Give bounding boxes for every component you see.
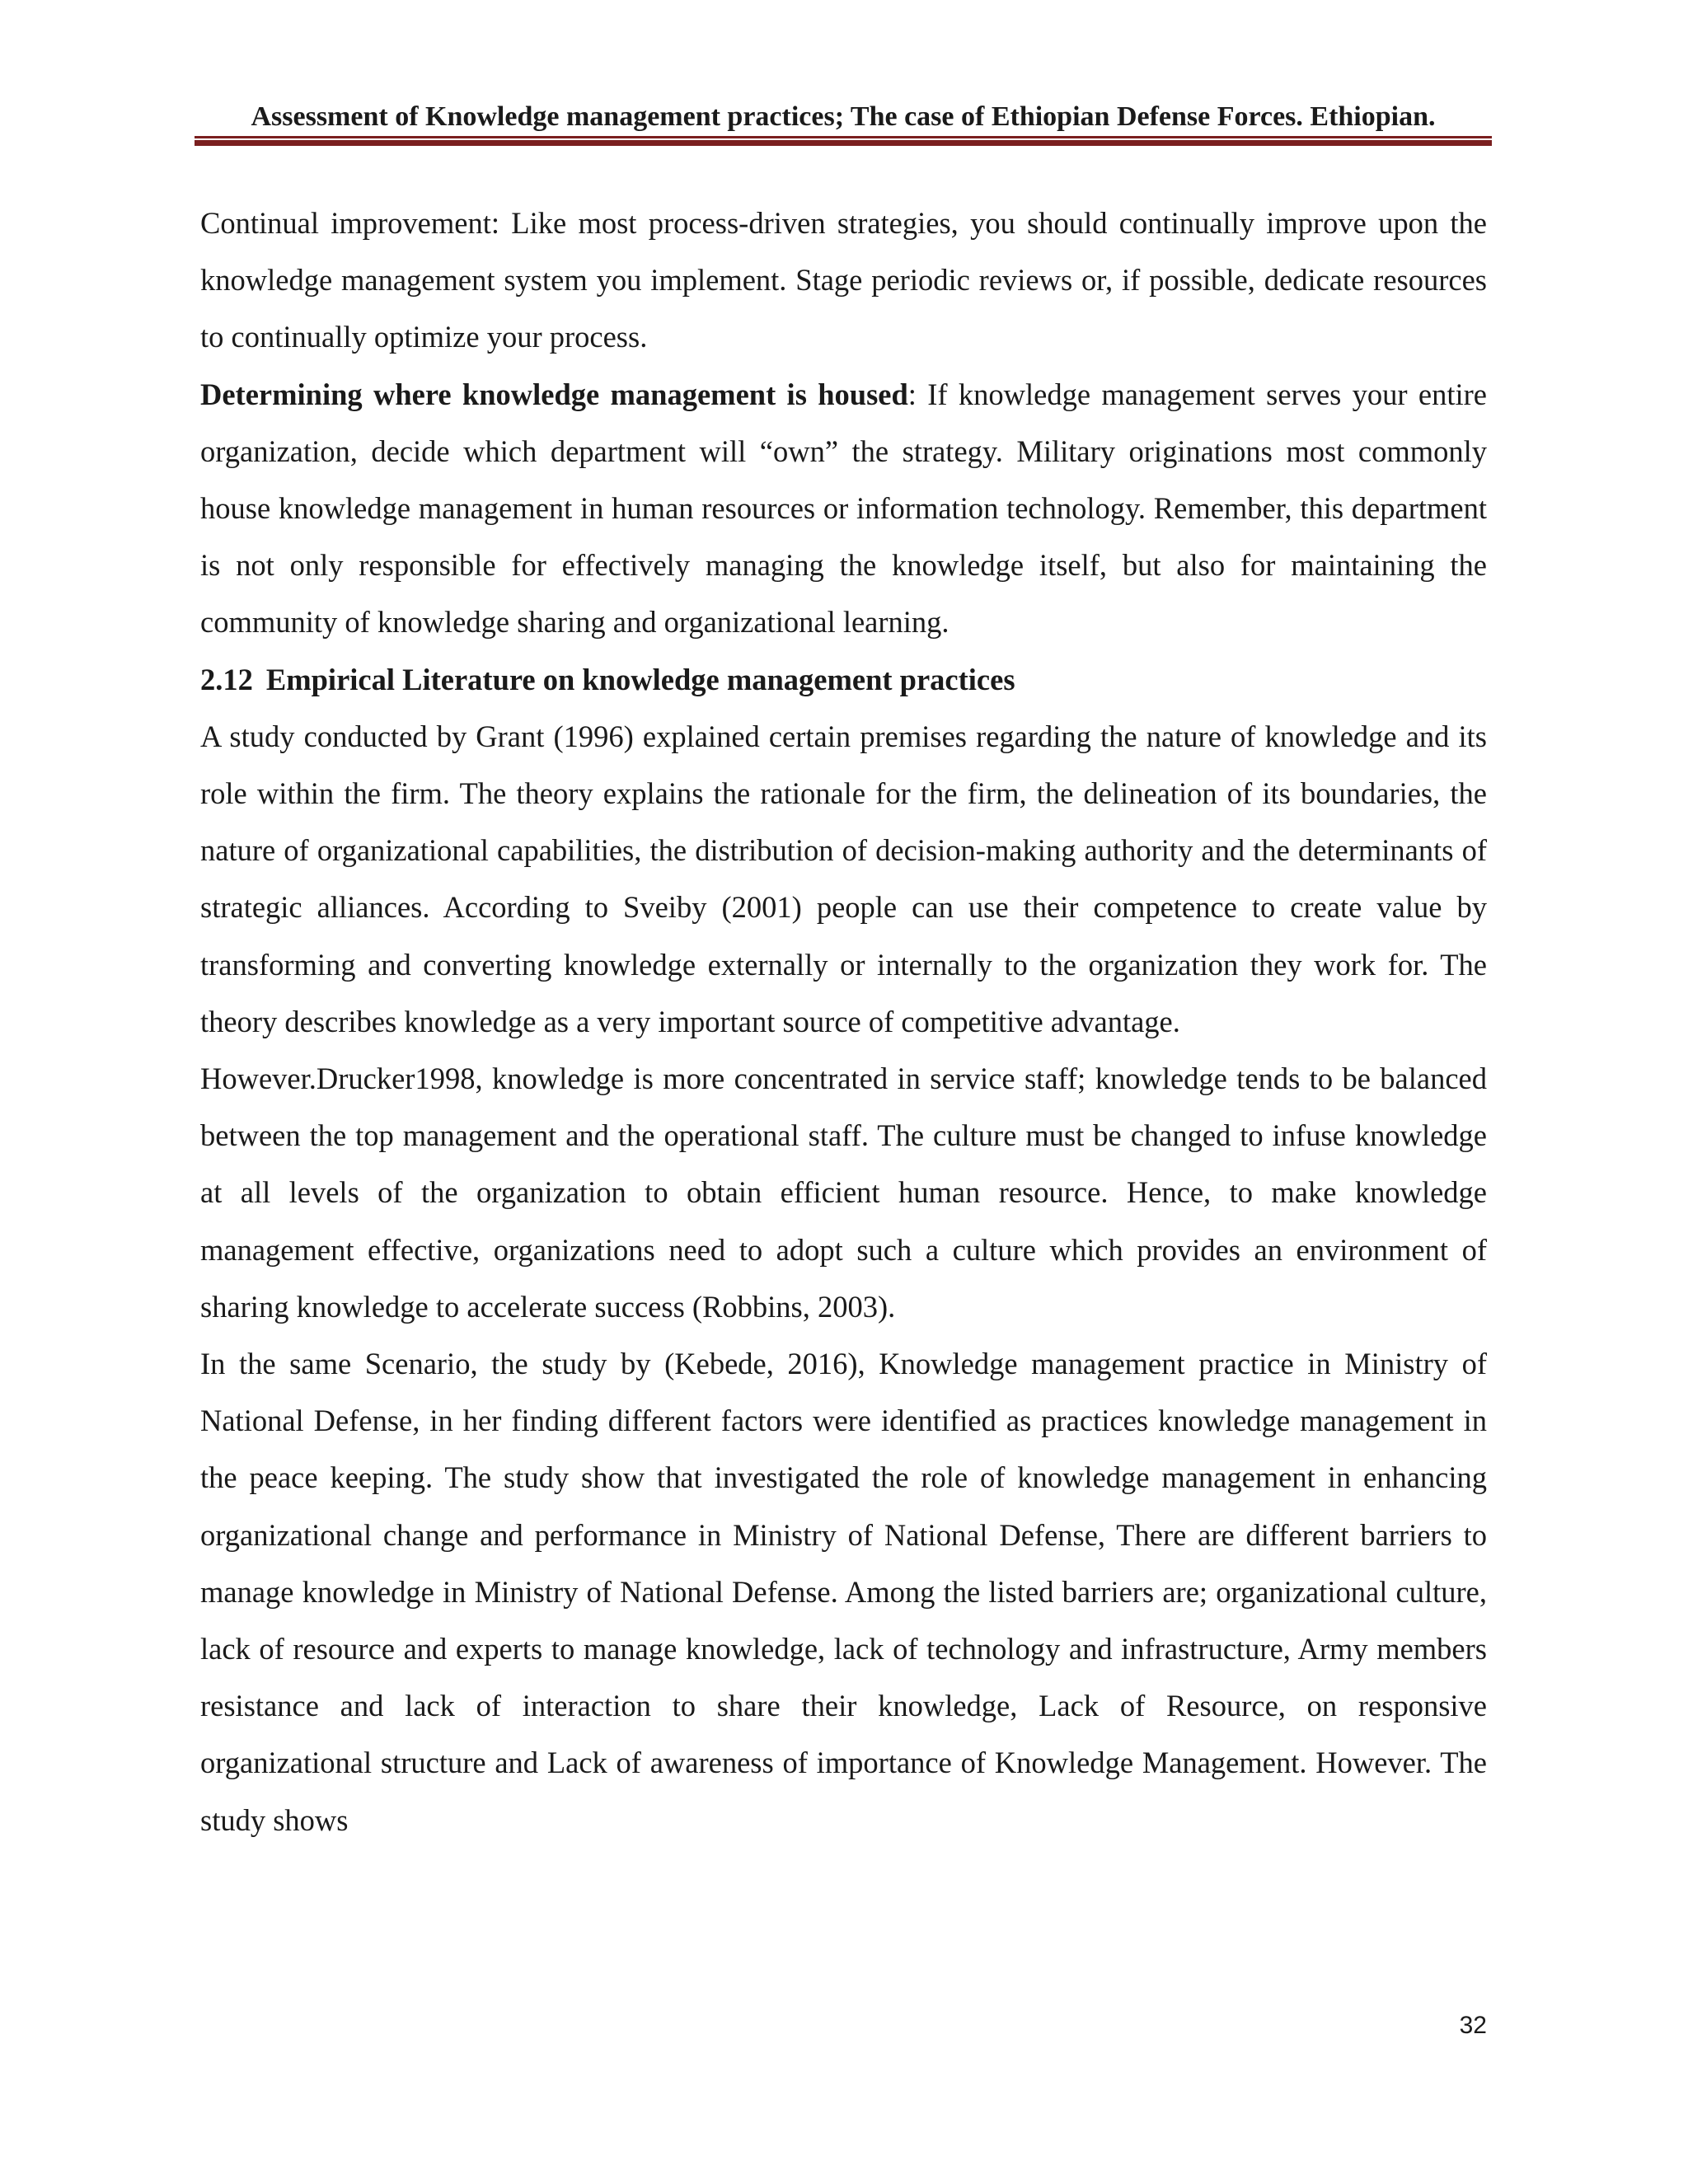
paragraph-drucker: However.Drucker1998, knowledge is more concentrated in service staff; knowledge tends to be balanced between the top management and the operational staff. The culture must be changed to infuse knowledge at all levels of the organization to obtain efficient human resource. Hence, to make knowledge management effective, organizations need to adopt such a culture which provides an environment of sharing knowledge to accelerate success (Robbins, 2003). [200, 1062, 1487, 1324]
paragraph-knowledge-housing [200, 366, 1487, 651]
paragraph-continual-improvement: Continual improvement: Like most process-driven strategies, you should continually improve upon the knowledge management system you implement. Stage periodic reviews or, if possible, dedicate resources to continually optimize your process. [200, 206, 1487, 354]
header-rule-thin [195, 136, 1492, 138]
section-heading [200, 651, 1487, 708]
body-text [200, 194, 1487, 1849]
section-title: Empirical Literature on knowledge management practices [265, 662, 1015, 696]
paragraph-kebede-study: In the same Scenario, the study by (Kebede, 2016), Knowledge management practice in Ministry of National Defense, in her finding different factors were identified as practices knowledge management in the peace keeping. The study show that investigated the role of knowledge management in enhancing organizational change and performance in Ministry of National Defense, There are different barriers to manage knowledge in Ministry of National Defense. Among the listed barriers are; organizational culture, lack of resource and experts to manage knowledge, lack of technology and infrastructure, Army members resistance and lack of interaction to share their knowledge, Lack of Resource, on responsive organizational structure and Lack of awareness of importance of Knowledge Management. However. The study shows [200, 1347, 1487, 1837]
paragraph-lead-bold: Determining where knowledge management is housed [200, 377, 908, 411]
page-number: 32 [1459, 2012, 1487, 2039]
section-number: 2.12 [200, 662, 253, 696]
running-header: Assessment of Knowledge management practices; The case of Ethiopian Defense Forces. Ethiopian. [251, 101, 1436, 132]
paragraph-knowledge-housing-text: : If knowledge management serves your entire organization, decide which department will “own” the strategy. Military originations most commonly house knowledge management in human resources or information technology. Remember, this department is not only responsible for effectively managing the knowledge itself, but also for maintaining the community of knowledge sharing and organizational learning. [200, 377, 1487, 640]
paragraph-grant-study: A study conducted by Grant (1996) explained certain premises regarding the nature of knowledge and its role within the firm. The theory explains the rationale for the firm, the delineation of its boundaries, the nature of organizational capabilities, the distribution of decision-making authority and the determinants of strategic alliances. According to Sveiby (2001) people can use their competence to create value by transforming and converting knowledge externally or internally to the organization they work for. The theory describes knowledge as a very important source of competitive advantage. [200, 719, 1487, 1038]
header-rule-thick [195, 140, 1492, 146]
